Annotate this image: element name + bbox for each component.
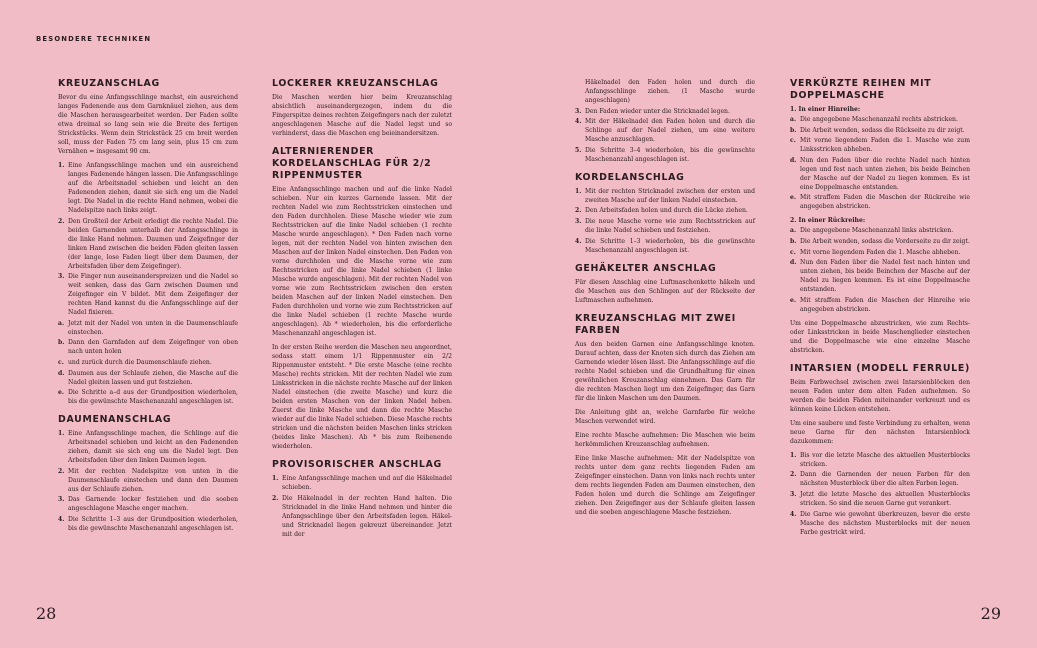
section-title: KREUZANSCHLAG MIT ZWEI FARBEN [575,312,736,336]
list-item: 4. Die Schritte 1–3 aus der Grundposition wiederholen, bis die gewünschte Maschenanzahl angeschlagen ist. [58,515,238,532]
step-list [58,429,238,533]
list-item: 3. Jetzt die letzte Masche des aktuellen Musterblocks stricken. So sind die neuen Garne gut verankert. [790,490,970,507]
section-title: KREUZANSCHLAG [58,78,160,89]
section-kordelanschlag [575,172,755,255]
list-item: 1. Eine Anfangsschlinge machen und ein ausreichend langes Fadenende hängen lassen. Die Anfangsschlinge auf die Arbeitsnadel schieben und leicht an den Fadenenden ziehen, damit sie sich eng um die Nadel legt. Die Nadel in die rechte Hand nehmen, wobei die Nadelspitze nach links zeigt. [58,162,238,214]
list-item: c. Mit vorne liegendem Faden die 1. Masche wie zum Linksstricken abheben. [790,137,970,154]
paragraph: Aus den beiden Garnen eine Anfangsschlinge knoten. Darauf achten, dass der Knoten sich durch das Ziehen am Garnende wieder lösen lässt. Die Anfangsschlinge auf die rechte Nadel schieben und die Grundhaltung für einen gewöhnlichen Kreuzanschlag einnehmen. Das Garn für die rechten Maschen liegt um den Zeigefinger, das Garn für die linken Maschen um den Daumen. [575,340,755,402]
list-item: e. Mit straffem Faden die Maschen der Rückreihe wie angegeben abstricken. [790,194,970,211]
list-item: 2. Mit der rechten Nadelspitze von unten in die Daumenschlaufe einstechen und dann den Daumen aus der Schlaufe ziehen. [58,467,238,493]
section-title: PROVISORISCHER ANSCHLAG [272,459,442,470]
list-item: d. Nun den Faden über die Nadel fest nach hinten und unten ziehen, bis beide Beinchen der Masche auf der Nadel zu liegen kommen. Es ist eine Doppelmasche entstanden. [790,259,970,294]
column-1 [58,78,238,541]
list-item: b. Die Arbeit wenden, sodass die Vorderseite zu dir zeigt. [790,237,970,245]
list-item: b. Dann den Garnfaden auf dem Zeigefinger von oben nach unten holen [58,339,238,356]
section-kreuzanschlag [58,78,238,406]
step-list [575,187,755,255]
section-daumenanschlag [58,414,238,533]
list-item: e. Mit straffem Faden die Maschen der Hinreihe wie angegeben abstricken. [790,296,970,313]
paragraph: Um eine saubere und feste Verbindung zu erhalten, wenn neue Garne für den nächsten Intarsienblock dazukommen: [790,419,970,445]
list-item: 1. Eine Anfangsschlinge machen, die Schlinge auf die Arbeitsnadel schieben und leicht an den Fadenenden ziehen, damit sie sich eng um die Nadel legt. Den Arbeitsfaden über den linken Daumen legen. [58,430,238,465]
paragraph: Um eine Doppelmasche abzustricken, wie zum Rechts- oder Linksstricken in beide Maschenglieder einstechen und die Doppelmasche wie eine einzelne Masche abstricken. [790,319,970,354]
section-verkuerzte-reihen [790,78,970,355]
list-item: 2. Den Arbeitsfaden holen und durch die Lücke ziehen. [575,207,748,215]
section-provisorischer-fortsetzung [575,78,755,164]
step-list [575,78,755,164]
paragraph: Die Maschen werden hier beim Kreuzanschlag absichtlich auseinandergezogen, indem du die Fingerspitze deines rechten Zeigefingers nach der zuletzt angeschlagenen Masche auf die Nadel legst und so verhinderst, dass die Maschen eng beieinandersitzen. [272,94,452,137]
list-item: 2. Den Großteil der Arbeit erledigt die rechte Nadel. Die beiden Garnenden unterhalb der Anfangsschlinge in die linke Hand nehmen. Daumen und Zeigefinger der linken Hand zwischen die beiden Fäden gleiten lassen (der lange, lose Faden liegt über dem Daumen, der Arbeitsfaden über dem Zeigefinger). [58,217,238,270]
list-item: 3. Das Garnende locker festziehen und die soeben angeschlagene Masche enger machen. [58,496,238,513]
subheading: 2. In einer Rückreihe: [790,217,866,225]
paragraph: Bevor du eine Anfangsschlinge machst, ein ausreichend langes Fadenende aus dem Garnknäuel ziehen, aus dem die Maschen herausgearbeitet werden. Der Faden sollte etwa dreimal so lang sein wie die Breite des fertigen Strickstücks. Wenn dein Strickstück 25 cm breit werden soll, muss der Faden 75 cm lang sein, plus 15 cm zum Vernähen = insgesamt 90 cm. [58,94,238,155]
list-item: a. Die angegebene Maschenanzahl links abstricken. [790,227,954,235]
list-item: 3. Den Faden wieder unter die Stricknadel legen. [575,107,730,115]
column-3 [575,78,755,525]
step-list [790,226,970,313]
list-item: Häkelnadel den Faden holen und durch die Anfangsschlinge ziehen. (1 Masche wurde angeschlagen) [585,79,755,104]
list-item: a. Jetzt mit der Nadel von unten in die Daumenschlaufe einstechen. [58,319,238,336]
list-item: c. und zurück durch die Daumenschlaufe ziehen. [58,358,212,366]
list-item: 1. Mit der rechten Stricknadel zwischen der ersten und zweiten Masche auf der linken Nadel einstechen. [575,187,755,204]
section-title: KORDELANSCHLAG [575,171,685,183]
step-list [790,451,970,537]
list-item: e. Die Schritte a–d aus der Grundposition wiederholen, bis die gewünschte Maschenanzahl angeschlagen ist. [58,389,238,406]
paragraph: Für diesen Anschlag eine Luftmaschenkette häkeln und die Maschen aus den Schlingen auf der Rückseite der Luftmaschen aufnehmen. [575,278,755,304]
section-title: VERKÜRZTE REIHEN MIT DOPPELMASCHE [790,78,932,101]
section-kreuzanschlag-zwei-farben [575,313,755,517]
subheading: 1. In einer Hinreihe: [790,106,861,113]
list-item: 4. Mit der Häkelnadel den Faden holen und durch die Schlinge auf der Nadel ziehen, um eine weitere Masche anzuschlagen. [575,118,755,144]
paragraph: Die Anleitung gibt an, welche Garnfarbe für welche Maschen verwendet wird. [575,408,755,425]
paragraph: Eine rechte Masche aufnehmen: Die Maschen wie beim herkömmlichen Kreuzanschlag aufnehmen. [575,431,755,448]
section-gehaekelter-anschlag [575,263,755,305]
section-intarsien [790,363,970,537]
step-list [58,161,238,406]
list-item: d. Daumen aus der Schlaufe ziehen, die Masche auf die Nadel gleiten lassen und gut festziehen. [58,369,238,386]
page-number-right: 29 [980,604,1001,623]
paragraph: Eine Anfangsschlinge machen und auf die linke Nadel schieben. Nur ein kurzes Garnende lassen. Mit der rechten Nadel wie zum Rechtsstricken einstechen und den Faden durchholen. Diese Masche wieder wie zum Rechtsstricken auf die linke Nadel schieben (1 rechte Masche wurde angeschlagen). * Den Faden nach vorne legen, mit der rechten Nadel von hinten zwischen den Maschen auf der linken Nadel einstechen. Den Faden von vorne durchholen und die Masche vorne wie zum Rechtsstricken auf die linke Nadel schieben (1 linke Masche wurde angeschlagen). Mit der rechten Nadel von vorne wie zum Rechtsstricken zwischen den ersten beiden Maschen auf der linken Nadel einstechen. Den Faden durchholen und vorne wie zum Rechtsstricken auf die linke Nadel schieben (1 rechte Masche wurde angeschlagen). Ab * wiederholen, bis die erforderliche Maschenanzahl angeschlagen ist. [272,186,452,337]
page-number-left: 28 [36,604,57,623]
list-item: 3. Die neue Masche vorne wie zum Rechtsstricken auf die linke Nadel schieben und festziehen. [575,217,755,234]
running-header: BESONDERE TECHNIKEN [36,35,152,43]
section-title: DAUMENANSCHLAG [58,414,172,426]
list-item: 3. Die Finger nun auseinanderspreizen und die Nadel so weit senken, dass das Garn zwischen Daumen und Zeigefinger ein V bildet. Mit dem Zeigefinger der rechten Hand kannst du die Anfangsschlinge auf der Nadel fixieren. [58,273,238,317]
paragraph: In der ersten Reihe werden die Maschen neu angeordnet, sodass statt einem 1/1 Rippenmuster ein 2/2 Rippenmuster entsteht. * Die erste Masche (eine rechte Masche) rechts stricken. Mit der rechten Nadel wie zum Linksstricken in die nächste rechte Masche auf der linken Nadel einstechen (die zweite Masche) und kurz die beiden ersten Maschen von der linken Nadel heben. Zuerst die linke Masche und dann die rechte Masche wieder auf die linke Nadel schieben. Diese Masche rechts stricken und die nächsten beiden Maschen links stricken (beides linke Maschen). Ab * bis zum Reihenende wiederholen. [272,344,452,450]
list-item: b. Die Arbeit wenden, sodass die Rückseite zu dir zeigt. [790,126,965,134]
column-4 [790,78,970,545]
list-item: 2. Dann die Garnenden der neuen Farben für den nächsten Musterblock über die alten Farben legen. [790,471,970,488]
paragraph: Eine linke Masche aufnehmen: Mit der Nadelspitze von rechts unter dem ganz rechts liegenden Faden am Zeigefinger einstechen. Dann von links nach rechts unter dem rechts liegenden Faden am Daumen einstechen, den Faden holen und durch die Schlinge am Zeigefinger ziehen. Den Zeigefinger aus der Schlaufe gleiten lassen und die soeben angeschlagene Masche festziehen. [575,454,755,516]
step-list [272,474,452,539]
column-2 [272,78,452,547]
step-list [790,115,970,211]
list-item: 5. Die Schritte 3–4 wiederholen, bis die gewünschte Maschenanzahl angeschlagen ist. [575,146,755,163]
list-item: a. Die angegebene Maschenanzahl rechts abstricken. [790,116,958,123]
section-lockerer-kreuzanschlag [272,78,452,138]
section-title: LOCKERER KREUZANSCHLAG [272,78,439,89]
section-title: GEHÄKELTER ANSCHLAG [575,262,717,274]
list-item: c. Mit vorne liegendem Faden die 1. Masche abheben. [790,248,961,256]
section-title: ALTERNIERENDER KORDELANSCHLAG FÜR 2/2 RIPPENMUSTER [272,146,432,181]
paragraph: Beim Farbwechsel zwischen zwei Intarsienblöcken den neuen Faden unter dem alten Faden aufnehmen. So werden die beiden Fäden miteinander verkreuzt und es können keine Lücken entstehen. [790,378,970,413]
list-item: d. Nun den Faden über die rechte Nadel nach hinten legen und fest nach unten ziehen, bis beide Beinchen der Masche auf der Nadel zu liegen kommen. Es ist eine Doppelmasche entstanden. [790,156,970,191]
list-item: 2. Die Häkelnadel in der rechten Hand halten. Die Stricknadel in die linke Hand nehmen und hinter die Anfangsschlinge über den Arbeitsfaden legen. Häkel- und Stricknadel liegen gekreuzt übereinander. Jetzt mit der [272,494,452,538]
list-item: 1. Bis vor die letzte Masche des aktuellen Musterblocks stricken. [790,451,970,468]
section-provisorischer-anschlag [272,459,452,539]
section-kordelanschlag-rippen [272,146,452,451]
list-item: 1. Eine Anfangsschlinge machen und auf die Häkelnadel schieben. [272,475,452,491]
list-item: 4. Die Garne wie gewohnt überkreuzen, bevor die erste Masche des nächsten Musterblocks mit der neuen Farbe gestrickt wird. [790,510,970,536]
list-item: 4. Die Schritte 1–3 wiederholen, bis die gewünschte Maschenanzahl angeschlagen ist. [575,237,755,254]
section-title: INTARSIEN (MODELL FERRULE) [790,362,970,374]
